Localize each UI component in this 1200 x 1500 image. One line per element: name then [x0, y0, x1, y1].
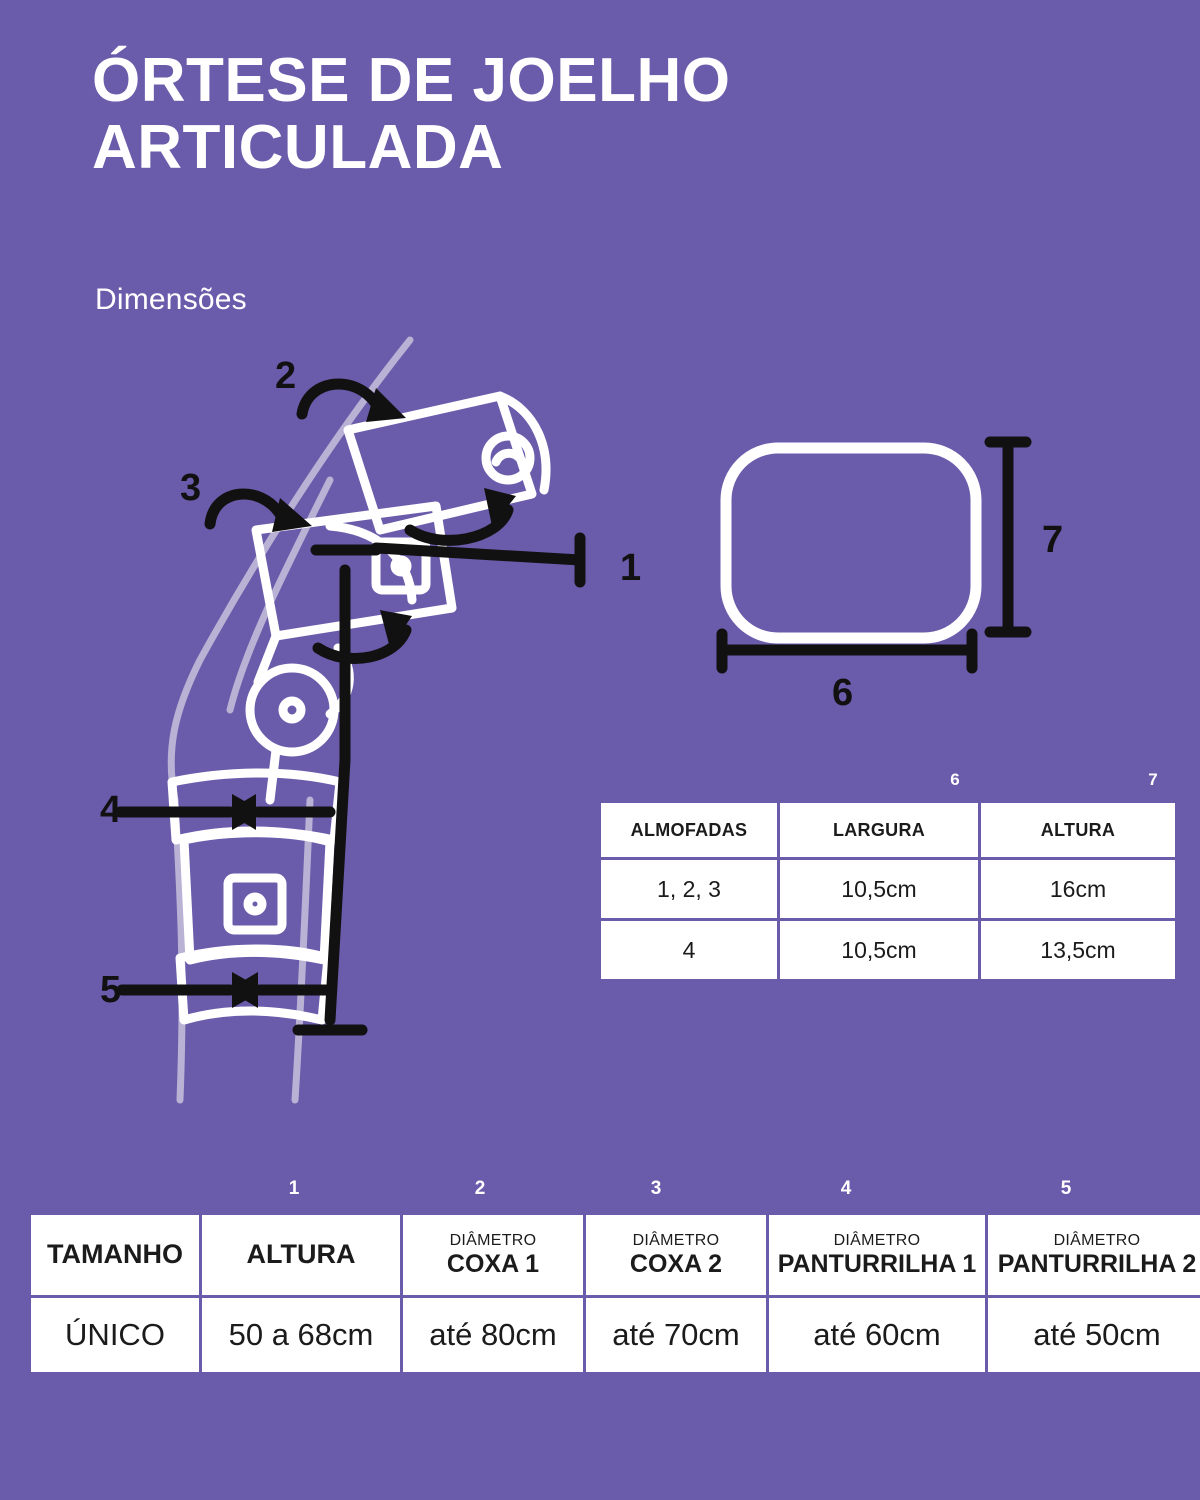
page-subtitle: Dimensões	[95, 283, 247, 316]
size-col-number-3: 3	[650, 1178, 662, 1199]
size-header-panturrilha-1: DIÂMETRO PANTURRILHA 1	[769, 1215, 985, 1295]
pads-table-header-row	[601, 803, 1175, 857]
size-table	[28, 1212, 1200, 1375]
size-cell-panturrilha-1: até 60cm	[769, 1298, 985, 1372]
pads-col-number-6: 6	[950, 770, 960, 789]
size-col-number-1: 1	[288, 1178, 300, 1199]
size-cell-altura: 50 a 68cm	[202, 1298, 400, 1372]
size-table-column-numbers	[28, 1178, 1176, 1204]
pads-cell-r1c0: 4	[601, 921, 777, 979]
table-row	[31, 1298, 1200, 1372]
size-cell-tamanho: ÚNICO	[31, 1298, 199, 1372]
pads-cell-r0c0: 1, 2, 3	[601, 860, 777, 918]
table-row	[601, 921, 1175, 979]
size-table-wrapper	[28, 1212, 1197, 1375]
size-col-number-2: 2	[474, 1178, 486, 1199]
table-row	[601, 860, 1175, 918]
callout-1: 1	[620, 547, 642, 589]
pads-cell-r0c2: 16cm	[981, 860, 1175, 918]
page-title: ÓRTESE DE JOELHO ARTICULADA	[92, 46, 731, 182]
size-cell-coxa-2: até 70cm	[586, 1298, 766, 1372]
knee-brace-illustration	[80, 330, 700, 1130]
pads-table-column-numbers	[598, 770, 1166, 794]
size-col-number-5: 5	[1060, 1178, 1072, 1199]
pads-header-largura: LARGURA	[780, 803, 978, 857]
pads-col-number-7: 7	[1148, 770, 1158, 789]
size-col-number-4: 4	[840, 1178, 852, 1199]
pads-cell-r1c2: 13,5cm	[981, 921, 1175, 979]
size-table-header-row	[31, 1215, 1200, 1295]
pads-header-altura: ALTURA	[981, 803, 1175, 857]
pad-dimension-diagram	[700, 420, 1100, 720]
size-cell-panturrilha-2: até 50cm	[988, 1298, 1200, 1372]
size-header-coxa-1: DIÂMETRO COXA 1	[403, 1215, 583, 1295]
size-header-altura: ALTURA	[202, 1215, 400, 1295]
callout-4: 4	[100, 789, 122, 831]
callout-7: 7	[1042, 519, 1064, 561]
size-header-panturrilha-2: DIÂMETRO PANTURRILHA 2	[988, 1215, 1200, 1295]
callout-3: 3	[180, 467, 202, 509]
size-header-tamanho: TAMANHO	[31, 1215, 199, 1295]
pads-header-almofadas: ALMOFADAS	[601, 803, 777, 857]
size-cell-coxa-1: até 80cm	[403, 1298, 583, 1372]
size-header-coxa-2: DIÂMETRO COXA 2	[586, 1215, 766, 1295]
pads-table-wrapper	[598, 800, 1166, 982]
callout-2: 2	[275, 355, 297, 397]
callout-6: 6	[832, 672, 854, 714]
pads-cell-r1c1: 10,5cm	[780, 921, 978, 979]
pads-table	[598, 800, 1178, 982]
pads-cell-r0c1: 10,5cm	[780, 860, 978, 918]
callout-5: 5	[100, 969, 122, 1011]
